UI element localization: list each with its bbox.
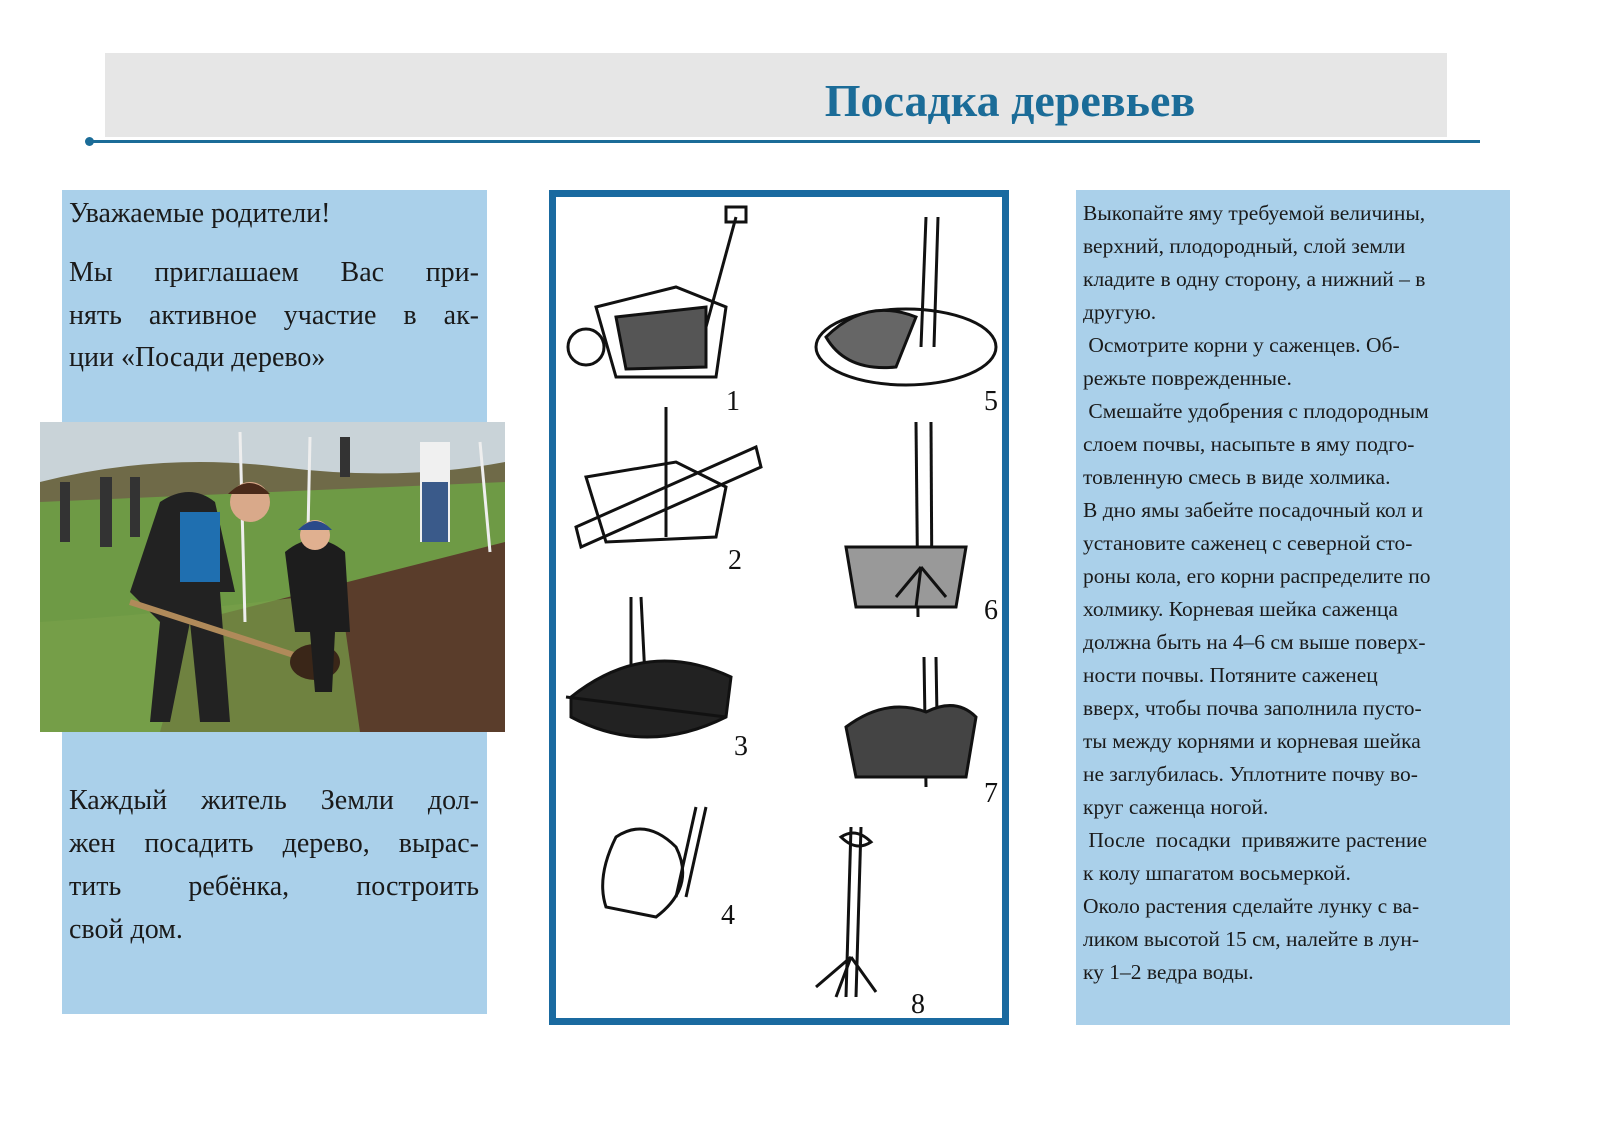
motto-line: тить ребёнка, построить (69, 871, 479, 902)
step-number: 3 (734, 731, 748, 762)
photo-tree-planting (40, 422, 505, 732)
step-3-mound-roots-icon (566, 597, 748, 762)
instruction-line: должна быть на 4–6 см выше поверх- (1083, 630, 1426, 654)
invite-line: ции «Посади дерево» (69, 342, 326, 373)
instruction-line: В дно ямы забейте посадочный кол и (1083, 498, 1424, 522)
step-number: 6 (984, 595, 998, 626)
instruction-line: кладите в одну сторону, а нижний – в (1083, 267, 1426, 291)
step-number: 5 (984, 386, 998, 417)
instruction-line: ности почвы. Потяните саженец (1083, 663, 1378, 687)
step-8-tied-seedling-icon (816, 827, 925, 1018)
instruction-line: верхний, плодородный, слой земли (1083, 234, 1406, 258)
header-divider (90, 140, 1480, 143)
instruction-line: Смешайте удобрения с плодородным (1083, 399, 1429, 423)
step-7-planted-seedling-icon (846, 657, 998, 809)
instruction-line: слоем почвы, насыпьте в яму подго- (1083, 432, 1415, 456)
instruction-line: После посадки привяжите растение (1083, 828, 1428, 852)
step-5-compacting-soil-icon (816, 217, 998, 417)
motto-line: свой дом. (69, 914, 183, 945)
instruction-line: режьте поврежденные. (1083, 366, 1292, 390)
invite-line: нять активное участие в ак- (69, 300, 479, 331)
instruction-line: роны кола, его корни распределите по (1083, 564, 1431, 588)
instruction-line: вверх, чтобы почва заполнила пусто- (1083, 696, 1422, 720)
page-title: Посадка деревьев (824, 75, 1196, 126)
instruction-line: Около растения сделайте лунку с ва- (1083, 894, 1420, 918)
instruction-line: круг саженца ногой. (1083, 795, 1269, 819)
instruction-line: ты между корнями и корневая шейка (1083, 729, 1421, 753)
step-4-hands-soil-icon (603, 807, 735, 931)
motto-line: Каждый житель Земли дол- (69, 785, 479, 816)
instruction-line: установите саженец с северной сто- (1083, 531, 1413, 555)
step-6-seedling-pit-icon (846, 422, 998, 626)
divider-dot (85, 137, 94, 146)
step-2-stake-icon (576, 407, 761, 576)
step-number: 1 (726, 386, 740, 417)
step-number: 4 (721, 900, 735, 931)
instruction-line: к колу шпагатом восьмеркой. (1083, 861, 1351, 885)
instruction-line: товленную смесь в виде холмика. (1083, 465, 1391, 489)
step-number: 8 (911, 989, 925, 1018)
greeting: Уважаемые родители! (69, 198, 331, 229)
step-1-digging-pit-icon (568, 207, 746, 417)
instruction-line: не заглубилась. Уплотните почву во- (1083, 762, 1418, 786)
step-number: 2 (728, 545, 742, 576)
instruction-line: другую. (1083, 300, 1157, 324)
instruction-line: Выкопайте яму требуемой величины, (1083, 201, 1426, 225)
instruction-line: Осмотрите корни у саженцев. Об- (1083, 333, 1400, 357)
motto-line: жен посадить дерево, вырас- (69, 828, 479, 859)
instruction-line: холмику. Корневая шейка саженца (1083, 597, 1398, 621)
invite-line: Мы приглашаем Вас при- (69, 257, 479, 288)
step-number: 7 (984, 778, 998, 809)
instruction-line: ку 1–2 ведра воды. (1083, 960, 1254, 984)
instruction-line: ликом высотой 15 см, налейте в лун- (1083, 927, 1420, 951)
planting-instructions (1083, 197, 1431, 989)
planting-steps-illustration (549, 190, 1009, 1025)
